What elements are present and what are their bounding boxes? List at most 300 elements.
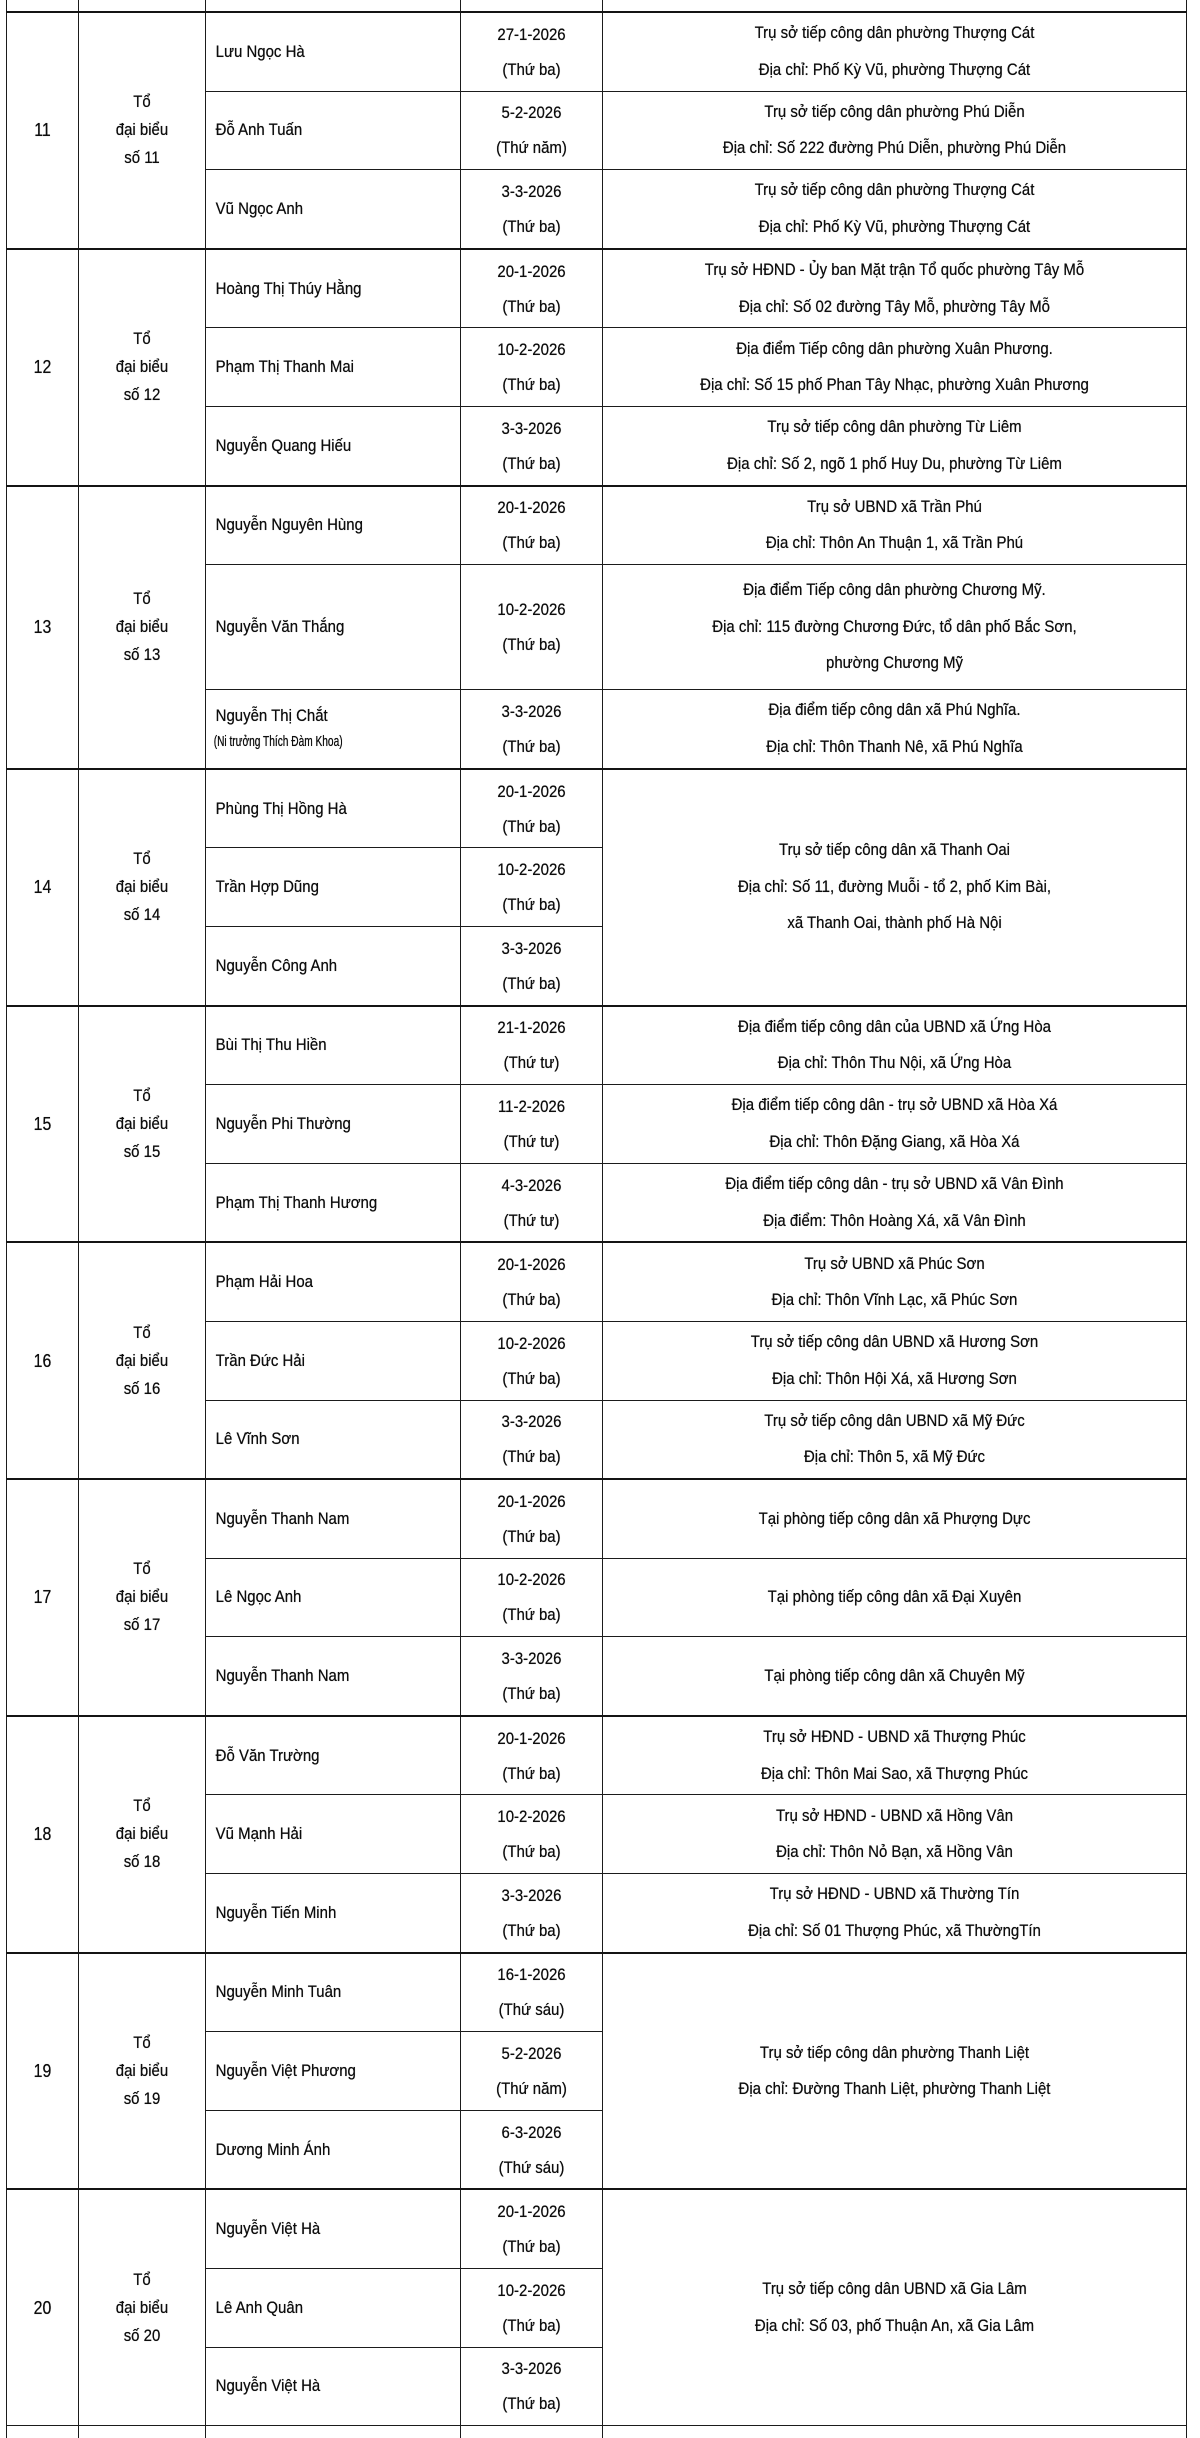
location-cell-line: Địa điểm: Thôn Hoàng Xá, xã Vân Đình [763, 1210, 1026, 1230]
group-label-cell [79, 1716, 206, 1953]
deputy-name-cell-line: Nguyễn Văn Thắng [215, 617, 345, 637]
date-cell-line: 20-1-2026 [497, 2202, 566, 2222]
date-cell-line: 4-3-2026 [501, 1175, 562, 1195]
deputy-name-cell [206, 2426, 461, 2438]
location-cell-line: Địa điểm tiếp công dân - trụ sở UBND xã Hòa Xá [731, 1095, 1058, 1115]
date-cell [461, 12, 603, 91]
date-cell-line: 3-3-2026 [501, 938, 562, 958]
date-cell [461, 1085, 603, 1164]
table-row [7, 1006, 1187, 1085]
date-cell [461, 1163, 603, 1242]
schedule-table-body [7, 12, 1187, 2426]
date-cell-line: 10-2-2026 [497, 600, 566, 620]
location-cell-line: Địa chỉ: 115 đường Chương Đức, tổ dân phố Bắc Sơn, [712, 616, 1077, 636]
date-cell [461, 328, 603, 407]
location-cell-line: Trụ sở HĐND - UBND xã Thường Tín [769, 1884, 1020, 1904]
deputy-name-cell [206, 1242, 461, 1321]
date-cell [461, 170, 603, 249]
location-cell-line: phường Chương Mỹ [826, 653, 963, 673]
deputy-name-cell [206, 1400, 461, 1479]
location-cell-line: Địa chỉ: Phố Kỳ Vũ, phường Thượng Cát [758, 216, 1031, 236]
location-cell-line: Địa chỉ: Thôn Thu Nội, xã Ứng Hòa [777, 1053, 1012, 1073]
location-cell-line: Trụ sở tiếp công dân phường Từ Liêm [767, 417, 1022, 437]
date-cell [461, 2189, 603, 2268]
group-label-cell-line: số 14 [123, 905, 161, 925]
location-cell-line: Trụ sở HĐND - UBND xã Thượng Phúc [763, 1727, 1026, 1747]
deputy-name-cell-line: Nguyễn Việt Phương [215, 2061, 356, 2081]
location-cell-line: Trụ sở tiếp công dân phường Thanh Liệt [759, 2042, 1030, 2062]
location-cell-line: Địa chỉ: Thôn Hội Xá, xã Hương Sơn [772, 1368, 1017, 1388]
group-number-cell-line: 18 [33, 1824, 52, 1845]
date-cell [461, 2110, 603, 2189]
table-row [7, 1716, 1187, 1795]
deputy-name-cell-line: Nguyễn Công Anh [215, 955, 338, 975]
deputy-name-cell-line: Nguyễn Thanh Nam [215, 1508, 350, 1528]
date-cell-line: (Thứ ba) [502, 59, 561, 79]
date-cell-line: 6-3-2026 [501, 2122, 562, 2142]
date-cell-line: (Thứ ba) [502, 216, 561, 236]
date-cell-line: 20-1-2026 [497, 1728, 566, 1748]
deputy-name-cell-line: Trần Đức Hải [215, 1350, 305, 1370]
location-cell-line: Địa chỉ: Số 01 Thượng Phúc, xã ThườngTín [748, 1920, 1041, 1940]
deputy-name-cell-line: Phạm Thị Thanh Hương [215, 1192, 378, 1212]
date-cell-line: (Thứ ba) [502, 1526, 561, 1546]
group-number-cell [7, 1716, 79, 1953]
deputy-name-cell-line: Trần Hợp Dũng [215, 877, 319, 897]
group-label-cell [79, 1953, 206, 2190]
table-row [7, 1242, 1187, 1321]
date-cell-line: (Thứ ba) [502, 1920, 561, 1940]
date-cell [461, 1558, 603, 1637]
date-cell-line: (Thứ tư) [503, 1210, 560, 1230]
group-label-cell-line: đại biểu [115, 120, 169, 140]
date-cell-line: (Thứ ba) [502, 2394, 561, 2414]
date-cell [461, 1006, 603, 1085]
location-cell [603, 1953, 1187, 2190]
deputy-name-cell [206, 2189, 461, 2268]
date-cell-line: 27-1-2026 [497, 24, 566, 44]
location-cell-line: Trụ sở tiếp công dân UBND xã Hương Sơn [750, 1332, 1039, 1352]
date-cell [461, 1953, 603, 2032]
date-cell [461, 1874, 603, 1953]
deputy-name-cell [206, 848, 461, 927]
group-number-cell-line: 13 [33, 617, 52, 638]
deputy-name-cell-line: Nguyễn Thanh Nam [215, 1666, 350, 1686]
location-cell-line: Địa chỉ: Thôn Thanh Nê, xã Phú Nghĩa [766, 736, 1023, 756]
location-cell [603, 1242, 1187, 1321]
date-cell-line: (Thứ năm) [496, 138, 567, 158]
group-number-cell [7, 2189, 79, 2425]
location-cell [603, 1874, 1187, 1953]
deputy-name-cell [206, 690, 461, 769]
date-cell-line: 10-2-2026 [497, 1807, 566, 1827]
location-cell-line: Địa chỉ: Số 03, phố Thuận An, xã Gia Lâm [754, 2315, 1035, 2335]
date-cell-line: 16-1-2026 [497, 1965, 566, 1985]
group-label-cell-line: Tổ [133, 2269, 151, 2289]
group-label-cell [79, 2189, 206, 2425]
location-cell [603, 2426, 1187, 2438]
location-cell-line: Địa chỉ: Thôn Nỏ Bạn, xã Hồng Vân [776, 1842, 1013, 1862]
deputy-name-cell [206, 769, 461, 848]
location-cell-line: Trụ sở UBND xã Trần Phú [807, 496, 982, 516]
location-cell-line: Địa điểm Tiếp công dân phường Chương Mỹ. [743, 580, 1046, 600]
location-cell-line: Địa chỉ: Thôn Vĩnh Lạc, xã Phúc Sơn [771, 1290, 1018, 1310]
location-cell-line: Địa chỉ: Số 15 phố Phan Tây Nhạc, phường Xuân Phương [700, 375, 1089, 395]
date-cell-line: (Thứ ba) [502, 375, 561, 395]
date-cell-line: 5-2-2026 [501, 103, 562, 123]
schedule-table-header-cut [7, 0, 1187, 12]
date-cell-line: 3-3-2026 [501, 1412, 562, 1432]
group-label-cell [79, 1242, 206, 1479]
group-label-cell-line: đại biểu [115, 877, 169, 897]
date-cell-line: 20-1-2026 [497, 1255, 566, 1275]
deputy-name-cell [206, 1558, 461, 1637]
group-label-cell-line: số 19 [123, 2089, 161, 2109]
deputy-name-cell [206, 12, 461, 91]
location-cell [603, 1006, 1187, 1085]
date-cell-line: (Thứ ba) [502, 895, 561, 915]
location-cell [603, 91, 1187, 170]
group-label-cell-line: số 12 [123, 385, 161, 405]
date-cell-line: (Thứ tư) [503, 1131, 560, 1151]
location-cell-line: Địa chỉ: Thôn 5, xã Mỹ Đức [803, 1447, 986, 1467]
group-number-cell [7, 249, 79, 486]
date-cell [461, 2426, 603, 2438]
date-cell-line: (Thứ sáu) [498, 2157, 565, 2177]
schedule-table [6, 0, 1187, 2438]
location-cell [603, 769, 1187, 1006]
location-cell [603, 1795, 1187, 1874]
table-row [7, 1479, 1187, 1558]
date-cell-line: (Thứ ba) [502, 453, 561, 473]
deputy-name-cell-line: Nguyễn Phi Thường [215, 1113, 351, 1133]
group-number-cell [7, 486, 79, 769]
group-label-cell-line: số 13 [123, 645, 161, 665]
group-label-cell [79, 486, 206, 769]
deputy-name-cell-line: Lê Vĩnh Sơn [215, 1429, 300, 1449]
deputy-name-cell [206, 1637, 461, 1716]
group-label-cell-line: đại biểu [115, 2061, 169, 2081]
deputy-name-cell-line: Phùng Thị Hồng Hà [215, 798, 347, 818]
group-number-cell-line: 14 [33, 877, 52, 898]
date-cell [461, 1242, 603, 1321]
deputy-name-cell [206, 1953, 461, 2032]
date-cell-line: (Thứ ba) [502, 1684, 561, 1704]
location-cell [603, 1400, 1187, 1479]
location-cell-line: Tại phòng tiếp công dân xã Đại Xuyên [767, 1587, 1022, 1607]
date-cell-line: 20-1-2026 [497, 498, 566, 518]
deputy-name-cell [206, 2347, 461, 2426]
group-label-cell-line: Tổ [133, 92, 151, 112]
date-cell-line: (Thứ ba) [502, 1447, 561, 1467]
location-cell-line: Địa điểm tiếp công dân - trụ sở UBND xã Vân Đình [725, 1174, 1064, 1194]
location-cell [603, 690, 1187, 769]
location-cell-line: Tại phòng tiếp công dân xã Phượng Dực [758, 1508, 1031, 1528]
location-cell-line: Trụ sở tiếp công dân phường Phú Diễn [764, 101, 1025, 121]
date-cell-line: 3-3-2026 [501, 2359, 562, 2379]
location-cell [603, 1085, 1187, 1164]
location-cell-line: Trụ sở HĐND - Ủy ban Mặt trận Tổ quốc phường Tây Mỗ [704, 260, 1085, 280]
group-label-cell-line: đại biểu [115, 1113, 169, 1133]
deputy-name-cell-line: Phạm Hải Hoa [215, 1272, 313, 1292]
group-label-cell-line: đại biểu [115, 1824, 169, 1844]
group-label-cell-line: số 16 [123, 1378, 161, 1398]
deputy-name-cell-line: Nguyễn Minh Tuân [215, 1982, 342, 2002]
location-cell-line: Trụ sở HĐND - UBND xã Hồng Vân [775, 1805, 1014, 1825]
date-cell [461, 2347, 603, 2426]
location-cell-line: Trụ sở tiếp công dân UBND xã Gia Lâm [762, 2279, 1027, 2299]
deputy-name-cell [206, 1795, 461, 1874]
group-number-cell [7, 0, 79, 12]
group-label-cell-line: Tổ [133, 1796, 151, 1816]
date-cell-line: (Thứ ba) [502, 1842, 561, 1862]
date-cell [461, 848, 603, 927]
date-cell-line: 10-2-2026 [497, 340, 566, 360]
location-cell-line: xã Thanh Oai, thành phố Hà Nội [787, 913, 1002, 933]
location-cell-line: Địa điểm tiếp công dân của UBND xã Ứng Hòa [738, 1016, 1051, 1036]
date-cell-line: 10-2-2026 [497, 1570, 566, 1590]
group-label-cell-line: số 18 [123, 1852, 161, 1872]
date-cell-line: (Thứ ba) [502, 1290, 561, 1310]
table-row [7, 486, 1187, 565]
deputy-name-cell [206, 1321, 461, 1400]
group-label-cell-line: đại biểu [115, 357, 169, 377]
group-label-cell-line: Tổ [133, 849, 151, 869]
deputy-name-cell-line: Nguyễn Nguyên Hùng [215, 515, 363, 535]
group-number-cell-line: 20 [33, 2297, 52, 2318]
location-cell [603, 170, 1187, 249]
deputy-name-cell-line: (Ni trưởng Thích Đàm Khoa) [213, 733, 343, 750]
group-label-cell-line: số 11 [124, 148, 160, 168]
date-cell [461, 0, 603, 12]
date-cell-line: 5-2-2026 [501, 2044, 562, 2064]
group-label-cell-line: Tổ [133, 2033, 151, 2053]
location-cell-line: Trụ sở tiếp công dân xã Thanh Oai [778, 840, 1011, 860]
date-cell-line: (Thứ ba) [502, 533, 561, 553]
deputy-name-cell [206, 1874, 461, 1953]
date-cell [461, 486, 603, 565]
group-number-cell-line: 16 [33, 1350, 52, 1371]
date-cell-line: 11-2-2026 [497, 1096, 566, 1116]
group-number-cell-line: 17 [33, 1587, 52, 1608]
date-cell-line: (Thứ ba) [502, 2315, 561, 2335]
group-label-cell [79, 1479, 206, 1716]
date-cell [461, 926, 603, 1005]
date-cell [461, 1400, 603, 1479]
location-cell-line: Trụ sở UBND xã Phúc Sơn [804, 1253, 985, 1273]
group-label-cell [79, 769, 206, 1006]
deputy-name-cell [206, 2032, 461, 2111]
date-cell [461, 565, 603, 690]
deputy-name-cell-line: Nguyễn Việt Hà [215, 2219, 321, 2239]
table-row [7, 769, 1187, 848]
deputy-name-cell-line: Dương Minh Ánh [215, 2139, 331, 2159]
location-cell [603, 406, 1187, 485]
date-cell [461, 1716, 603, 1795]
date-cell [461, 406, 603, 485]
group-number-cell [7, 1953, 79, 2190]
date-cell-line: (Thứ ba) [502, 973, 561, 993]
date-cell [461, 769, 603, 848]
location-cell-line: Địa chỉ: Đường Thanh Liệt, phường Thanh Liệt [738, 2079, 1051, 2099]
deputy-name-cell-line: Lê Ngọc Anh [215, 1587, 302, 1607]
location-cell-line: Địa chỉ: Số 222 đường Phú Diễn, phường Phú Diễn [722, 138, 1067, 158]
schedule-table-footer-cut [7, 2426, 1187, 2438]
deputy-name-cell [206, 1479, 461, 1558]
deputy-name-cell-line: Phạm Thị Thanh Mai [215, 357, 355, 377]
date-cell-line: (Thứ tư) [503, 1053, 560, 1073]
group-label-cell-line: Tổ [133, 1322, 151, 1342]
group-number-cell [7, 1006, 79, 1243]
group-number-cell-line: 12 [33, 357, 52, 378]
date-cell [461, 1637, 603, 1716]
group-label-cell-line: đại biểu [115, 1350, 169, 1370]
deputy-name-cell-line: Bùi Thị Thu Hiền [215, 1035, 327, 1055]
location-cell-line: Trụ sở tiếp công dân phường Thượng Cát [754, 23, 1035, 43]
deputy-name-cell-line: Hoàng Thị Thúy Hằng [215, 278, 362, 298]
date-cell-line: (Thứ sáu) [498, 2000, 565, 2020]
location-cell [603, 328, 1187, 407]
location-cell-line: Trụ sở tiếp công dân UBND xã Mỹ Đức [764, 1410, 1025, 1430]
location-cell [603, 1558, 1187, 1637]
deputy-name-cell-line: Đỗ Anh Tuấn [215, 120, 303, 140]
date-cell-line: 20-1-2026 [497, 261, 566, 281]
deputy-name-cell [206, 91, 461, 170]
group-label-cell [79, 2426, 206, 2438]
location-cell [603, 1479, 1187, 1558]
table-row [7, 249, 1187, 328]
location-cell-line: Địa điểm Tiếp công dân phường Xuân Phương. [736, 338, 1053, 358]
deputy-name-cell [206, 328, 461, 407]
group-label-cell-line: số 15 [123, 1141, 161, 1161]
date-cell [461, 1795, 603, 1874]
date-cell-line: 21-1-2026 [497, 1018, 566, 1038]
table-row [7, 1953, 1187, 2032]
deputy-name-cell [206, 2269, 461, 2348]
date-cell-line: (Thứ năm) [496, 2079, 567, 2099]
date-cell [461, 2269, 603, 2348]
deputy-name-cell [206, 565, 461, 690]
location-cell [603, 2189, 1187, 2425]
deputy-name-cell [206, 1006, 461, 1085]
date-cell-line: (Thứ ba) [502, 296, 561, 316]
deputy-name-cell [206, 406, 461, 485]
date-cell-line: 3-3-2026 [501, 418, 562, 438]
group-label-cell-line: số 17 [123, 1615, 161, 1635]
deputy-name-cell [206, 2110, 461, 2189]
table-row [7, 12, 1187, 91]
date-cell-line: 20-1-2026 [497, 781, 566, 801]
location-cell-line: Địa chỉ: Số 02 đường Tây Mỗ, phường Tây Mỗ [738, 296, 1051, 316]
deputy-name-cell-line: Đỗ Văn Trường [215, 1745, 320, 1765]
group-number-cell [7, 2426, 79, 2438]
date-cell [461, 1479, 603, 1558]
location-cell-line: Địa chỉ: Thôn Đặng Giang, xã Hòa Xá [769, 1131, 1020, 1151]
location-cell [603, 1321, 1187, 1400]
date-cell [461, 249, 603, 328]
group-number-cell-line: 15 [33, 1113, 52, 1134]
deputy-name-cell [206, 926, 461, 1005]
group-number-cell [7, 1479, 79, 1716]
table-row-bottom-partial [7, 2426, 1187, 2438]
deputy-name-cell [206, 249, 461, 328]
location-cell-line: Địa chỉ: Số 2, ngõ 1 phố Huy Du, phường Từ Liêm [727, 453, 1062, 473]
location-cell [603, 486, 1187, 565]
group-label-cell-line: Tổ [133, 1085, 151, 1105]
date-cell-line: (Thứ ba) [502, 1605, 561, 1625]
group-label-cell-line: đại biểu [115, 1587, 169, 1607]
location-cell [603, 565, 1187, 690]
location-cell-line: Địa chỉ: Thôn Mai Sao, xã Thượng Phúc [760, 1763, 1029, 1783]
location-cell [603, 1163, 1187, 1242]
table-row [7, 2189, 1187, 2268]
group-label-cell-line: đại biểu [115, 617, 169, 637]
date-cell-line: 3-3-2026 [501, 701, 562, 721]
date-cell-line: 10-2-2026 [497, 860, 566, 880]
date-cell-line: (Thứ ba) [502, 1763, 561, 1783]
date-cell-line: (Thứ ba) [502, 2237, 561, 2257]
date-cell-line: 20-1-2026 [497, 1491, 566, 1511]
group-label-cell-line: đại biểu [115, 2297, 169, 2317]
date-cell-line: (Thứ ba) [502, 736, 561, 756]
location-cell [603, 1716, 1187, 1795]
location-cell-line: Địa chỉ: Thôn An Thuận 1, xã Trần Phú [765, 533, 1024, 553]
date-cell-line: 3-3-2026 [501, 181, 562, 201]
group-number-cell-line: 19 [33, 2061, 52, 2082]
location-cell-line: Trụ sở tiếp công dân phường Thượng Cát [754, 180, 1035, 200]
date-cell-line: (Thứ ba) [502, 1368, 561, 1388]
deputy-name-cell [206, 0, 461, 12]
group-number-cell [7, 12, 79, 249]
deputy-name-cell-line: Nguyễn Tiến Minh [215, 1902, 337, 1922]
group-label-cell-line: Tổ [133, 1559, 151, 1579]
deputy-name-cell-line: Nguyễn Việt Hà [215, 2376, 321, 2396]
group-label-cell-line: Tổ [133, 329, 151, 349]
group-number-cell [7, 769, 79, 1006]
group-label-cell-line: số 20 [123, 2325, 161, 2345]
date-cell-line: 10-2-2026 [497, 1333, 566, 1353]
group-number-cell [7, 1242, 79, 1479]
group-label-cell [79, 12, 206, 249]
deputy-name-cell [206, 170, 461, 249]
deputy-name-cell-line: Lê Anh Quân [215, 2297, 304, 2317]
location-cell-line: Địa điểm tiếp công dân xã Phú Nghĩa. [768, 700, 1021, 720]
deputy-name-cell-line: Nguyễn Quang Hiếu [215, 435, 352, 455]
group-label-cell-line: Tổ [133, 589, 151, 609]
location-cell [603, 12, 1187, 91]
location-cell-line: Địa chỉ: Số 11, đường Muỗi - tổ 2, phố Kim Bài, [737, 876, 1052, 896]
location-cell [603, 0, 1187, 12]
date-cell [461, 1321, 603, 1400]
date-cell [461, 91, 603, 170]
location-cell [603, 249, 1187, 328]
date-cell-line: (Thứ ba) [502, 635, 561, 655]
deputy-name-cell-line: Vũ Mạnh Hải [215, 1824, 303, 1844]
deputy-name-cell-line: Nguyễn Thị Chắt [215, 705, 328, 725]
deputy-name-cell [206, 1085, 461, 1164]
table-row-header-partial [7, 0, 1187, 12]
location-cell-line: Tại phòng tiếp công dân xã Chuyên Mỹ [764, 1665, 1025, 1685]
date-cell-line: 3-3-2026 [501, 1885, 562, 1905]
group-label-cell [79, 0, 206, 12]
location-cell [603, 1637, 1187, 1716]
deputy-name-cell [206, 486, 461, 565]
date-cell-line: 10-2-2026 [497, 2280, 566, 2300]
group-number-cell-line: 11 [34, 120, 51, 141]
date-cell [461, 2032, 603, 2111]
deputy-name-cell-line: Lưu Ngọc Hà [215, 41, 305, 61]
deputy-name-cell [206, 1163, 461, 1242]
